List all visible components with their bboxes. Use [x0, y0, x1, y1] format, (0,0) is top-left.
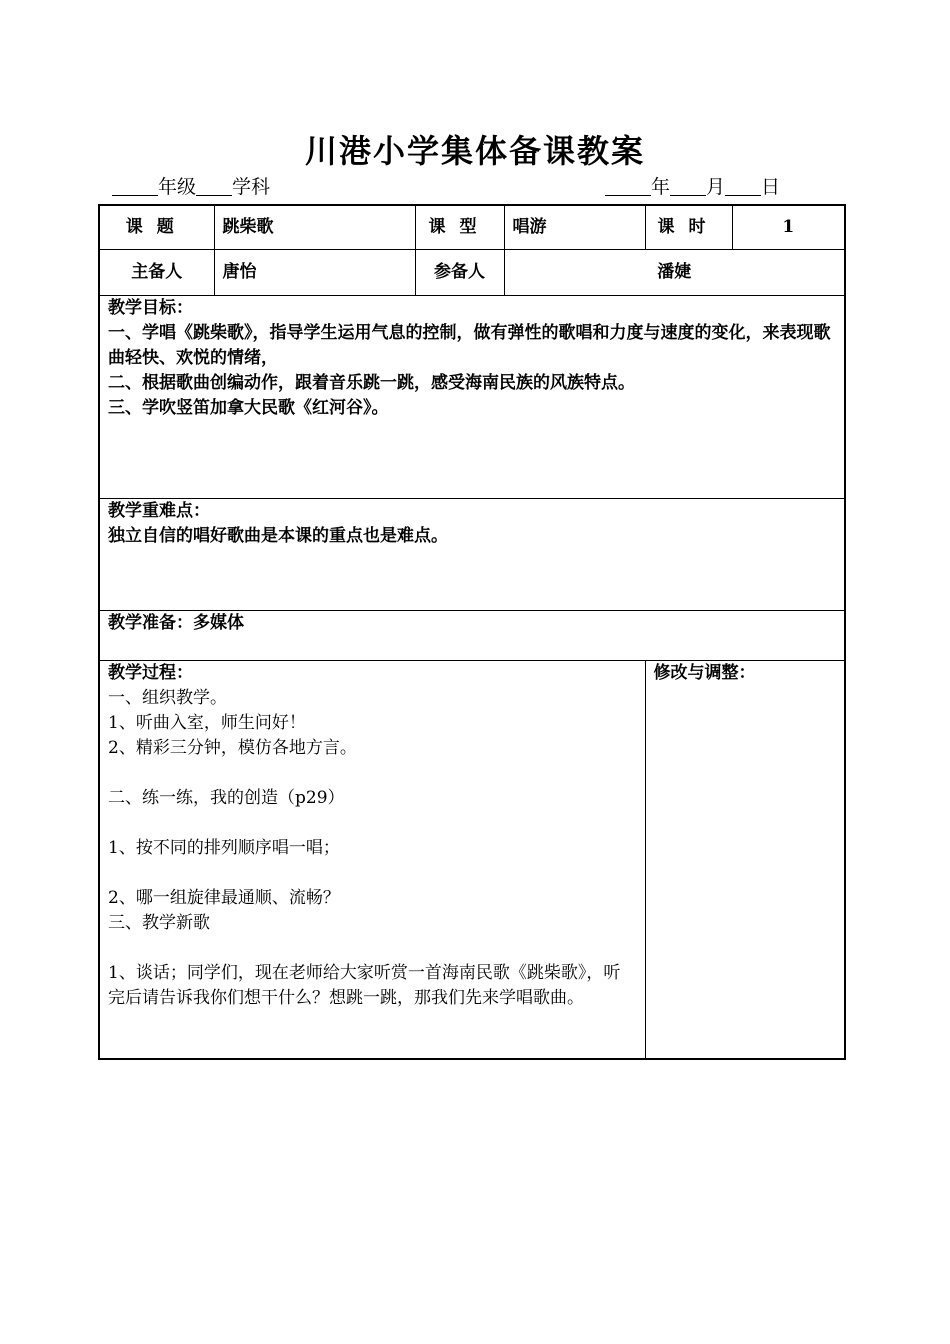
- process-row: [99, 660, 845, 1059]
- grade-blank[interactable]: [112, 177, 158, 196]
- goal-item: 一、学唱《跳柴歌》，指导学生运用气息的控制，做有弹性的歌唱和力度与速度的变化，来表现歌曲轻快、欢悦的情绪，: [108, 322, 831, 368]
- day-blank[interactable]: [725, 177, 761, 196]
- year-label: 年: [651, 176, 671, 198]
- preparation-row: [99, 610, 845, 660]
- revision-heading: 修改与调整：: [653, 662, 756, 683]
- process-line: [108, 811, 637, 836]
- subject-label: 学科: [232, 176, 271, 198]
- goals-row: [99, 295, 845, 498]
- goal-item: 二、根据歌曲创编动作，跟着音乐跳一跳，感受海南民族的风族特点。: [108, 372, 635, 393]
- process-line: 三、教学新歌: [108, 912, 210, 933]
- date-line: [605, 172, 780, 199]
- type-label-cell: [415, 205, 504, 249]
- month-blank[interactable]: [670, 177, 706, 196]
- topic-label-cell: [99, 205, 214, 249]
- process-line: 一、组织教学。: [108, 687, 227, 708]
- revision-cell[interactable]: [645, 660, 845, 1059]
- process-line: 1、按不同的排列顺序唱一唱；: [108, 837, 340, 858]
- month-label: 月: [706, 176, 726, 198]
- process-heading: 教学过程：: [108, 662, 193, 683]
- process-line: 2、精彩三分钟，模仿各地方言。: [108, 737, 357, 758]
- subject-blank[interactable]: [196, 177, 232, 196]
- difficulty-row: [99, 498, 845, 610]
- info-row-2: [99, 249, 845, 295]
- year-blank[interactable]: [605, 177, 651, 196]
- preparation-text: 教学准备：多媒体: [108, 612, 244, 633]
- grade-subject-line: [112, 172, 270, 199]
- goals-cell: [99, 295, 845, 498]
- participants-label: 参备人: [415, 249, 504, 295]
- difficulty-heading: 教学重难点：: [108, 500, 210, 521]
- lesson-plan-table: [98, 204, 846, 1060]
- process-line: [108, 936, 637, 961]
- type-value: 唱游: [504, 205, 645, 249]
- topic-value: 跳柴歌: [214, 205, 415, 249]
- grade-label: 年级: [158, 176, 197, 198]
- difficulty-cell: [99, 498, 845, 610]
- preparation-cell: [99, 610, 845, 660]
- process-line: 1、谈话；同学们，现在老师给大家听赏一首海南民歌《跳柴歌》，听完后请告诉我你们想干什么？想跳一跳，那我们先来学唱歌曲。: [108, 962, 621, 1008]
- hours-label-cell: [645, 205, 732, 249]
- participants-value: 潘婕: [504, 249, 845, 295]
- hours-label: 课时: [657, 216, 720, 237]
- process-line: 2、哪一组旋律最通顺、流畅？: [108, 887, 340, 908]
- goals-heading: 教学目标：: [108, 297, 193, 318]
- goal-item: 三、学吹竖笛加拿大民歌《红河谷》。: [108, 397, 389, 418]
- info-row-1: [99, 205, 845, 249]
- process-cell: [99, 660, 645, 1059]
- process-line: 1、听曲入室，师生问好！: [108, 712, 306, 733]
- main-preparer-value: 唐怡: [214, 249, 415, 295]
- type-label: 课型: [428, 216, 491, 237]
- difficulty-text: 独立自信的唱好歌曲是本课的重点也是难点。: [108, 525, 448, 546]
- main-preparer-label: 主备人: [99, 249, 214, 295]
- topic-label: 课题: [125, 216, 188, 237]
- day-label: 日: [761, 176, 781, 198]
- page-title: 川港小学集体备课教案: [304, 132, 645, 170]
- process-line: [108, 861, 637, 886]
- process-line: [108, 761, 637, 786]
- process-line: 二、练一练，我的创造（p29）: [108, 787, 345, 808]
- hours-value: 1: [732, 205, 845, 249]
